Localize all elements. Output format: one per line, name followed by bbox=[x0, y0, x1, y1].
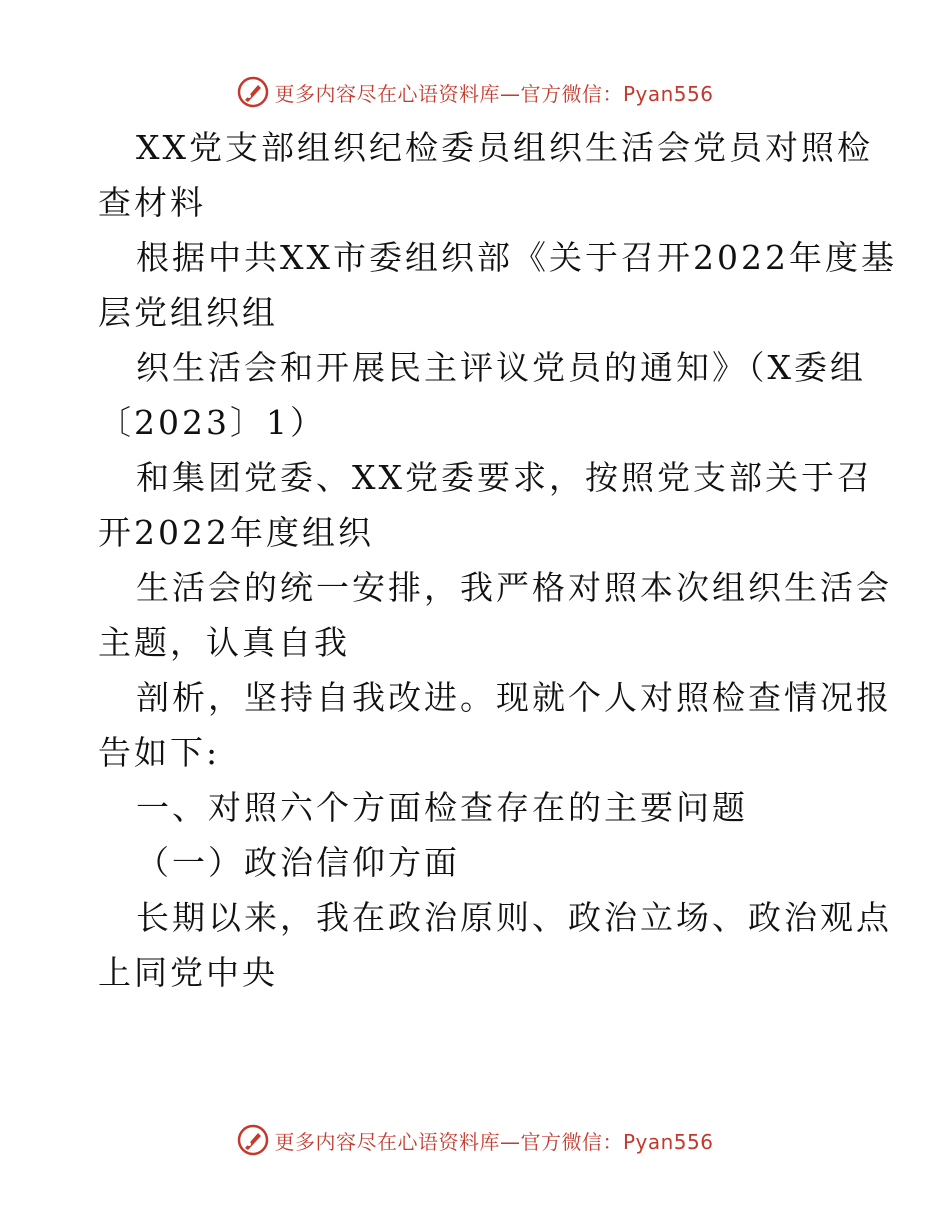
footer-watermark bbox=[0, 1120, 950, 1160]
paragraph-line: 生活会的统一安排，我严格对照本次组织生活会 bbox=[136, 568, 892, 607]
paragraph-line: 织生活会和开展民主评议党员的通知》（X委组 bbox=[136, 348, 866, 387]
pen-logo-icon bbox=[236, 1123, 270, 1157]
watermark-text: 更多内容尽在心语资料库—官方微信：Pyan556 bbox=[274, 81, 714, 106]
paragraph-line: 告如下: bbox=[98, 733, 221, 772]
paragraph-line: 长期以来，我在政治原则、政治立场、政治观点 bbox=[136, 898, 892, 937]
paragraph-line: 开2022年度组织 bbox=[98, 513, 374, 552]
section-heading: 一、对照六个方面检查存在的主要问题 bbox=[136, 788, 748, 827]
paragraph-line: 根据中共XX市委组织部《关于召开2022年度基 bbox=[136, 238, 897, 277]
subsection-heading: （一）政治信仰方面 bbox=[136, 843, 460, 882]
watermark-text: 更多内容尽在心语资料库—官方微信：Pyan556 bbox=[274, 1129, 714, 1154]
paragraph-line: 和集团党委、XX党委要求，按照党支部关于召 bbox=[136, 458, 873, 497]
title-line-1: XX党支部组织纪检委员组织生活会党员对照检 bbox=[136, 128, 873, 167]
paragraph-line: 〔2023〕1） bbox=[98, 403, 326, 442]
paragraph-line: 层党组织组 bbox=[98, 293, 278, 332]
pen-logo-icon bbox=[236, 75, 270, 109]
header-watermark bbox=[0, 72, 950, 112]
paragraph-line: 剖析，坚持自我改进。现就个人对照检查情况报 bbox=[136, 678, 892, 717]
paragraph-line: 上同党中央 bbox=[98, 953, 278, 992]
paragraph-line: 主题，认真自我 bbox=[98, 623, 350, 662]
document-body bbox=[98, 120, 897, 1000]
title-line-2: 查材料 bbox=[98, 183, 206, 222]
